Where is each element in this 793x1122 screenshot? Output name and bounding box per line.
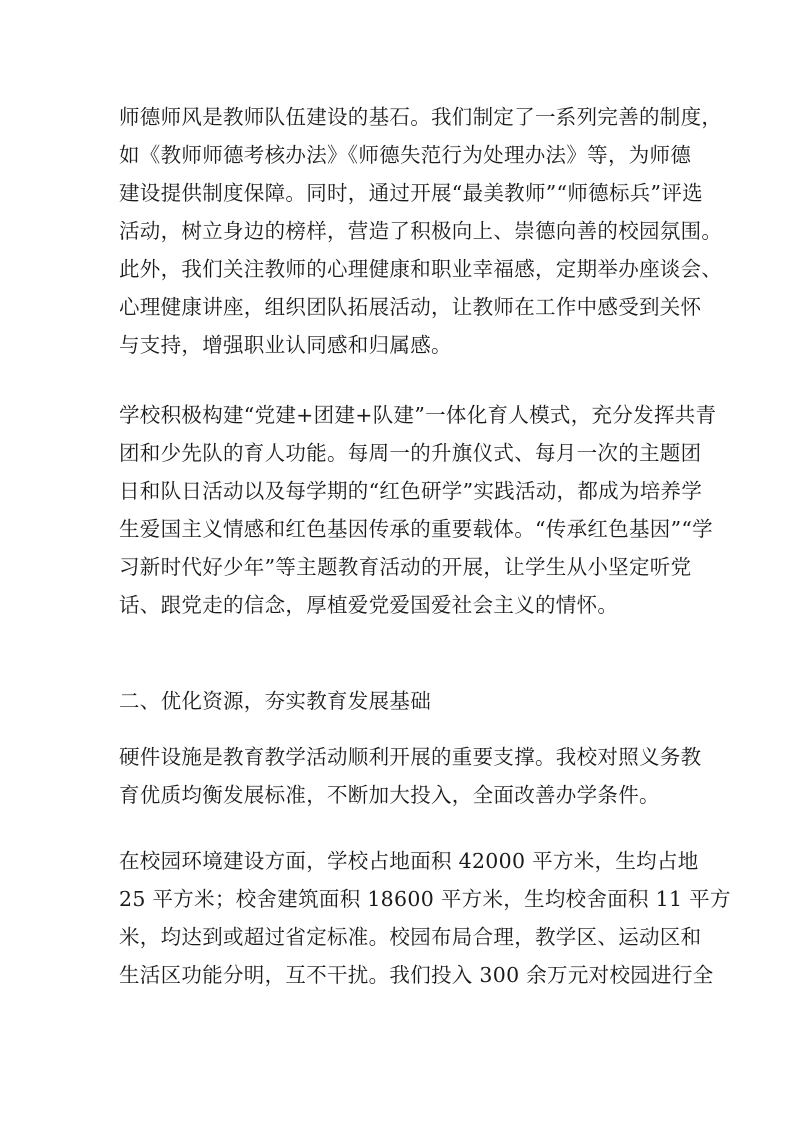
text-line: 育优质均衡发展标准，不断加大投入，全面改善办学条件。 <box>119 783 660 807</box>
text-line: 日和队日活动以及每学期的“红色研学”实践活动，都成为培养学 <box>119 479 703 503</box>
paragraph-party-league-team <box>119 396 717 624</box>
text-line: 米，均达到或超过省定标准。校园布局合理，教学区、运动区和 <box>119 925 702 949</box>
text-line: 师德师风是教师队伍建设的基石。我们制定了一系列完善的制度， <box>119 105 723 129</box>
text-line: 习新时代好少年”等主题教育活动的开展，让学生从小坚定听党 <box>119 555 692 579</box>
paragraph-campus-environment <box>119 842 731 994</box>
text-line: 此外，我们关注教师的心理健康和职业幸福感，定期举办座谈会、 <box>119 257 723 281</box>
paragraph-hardware-intro <box>119 738 702 814</box>
text-line: 与支持，增强职业认同感和归属感。 <box>119 333 452 357</box>
text-line: 建设提供制度保障。同时，通过开展“最美教师”“师德标兵”评选 <box>119 181 703 205</box>
text-line: 话、跟党走的信念，厚植爱党爱国爱社会主义的情怀。 <box>119 593 619 617</box>
text-line: 团和少先队的育人功能。每周一的升旗仪式、每月一次的主题团 <box>119 441 702 465</box>
text-line: 学校积极构建“党建+团建+队建”一体化育人模式，充分发挥共青 <box>119 403 717 427</box>
text-line: 25 平方米；校舍建筑面积 18600 平方米，生均校舍面积 11 平方 <box>119 887 731 911</box>
heading-text: 二、优化资源，夯实教育发展基础 <box>119 689 431 713</box>
paragraph-teacher-ethics <box>119 98 723 364</box>
text-line: 在校园环境建设方面，学校占地面积 42000 平方米，生均占地 <box>119 849 699 873</box>
text-line: 生活区功能分明，互不干扰。我们投入 300 余万元对校园进行全 <box>119 963 714 987</box>
text-line: 如《教师师德考核办法》《师德失范行为处理办法》等，为师德 <box>119 143 692 167</box>
section-heading <box>119 682 684 720</box>
text-line: 生爱国主义情感和红色基因传承的重要载体。“传承红色基因”“学 <box>119 517 713 541</box>
text-line: 活动，树立身边的榜样，营造了积极向上、崇德向善的校园氛围。 <box>119 219 723 243</box>
text-line: 心理健康讲座，组织团队拓展活动，让教师在工作中感受到关怀 <box>119 295 702 319</box>
text-line: 硬件设施是教育教学活动顺利开展的重要支撑。我校对照义务教 <box>119 745 702 769</box>
